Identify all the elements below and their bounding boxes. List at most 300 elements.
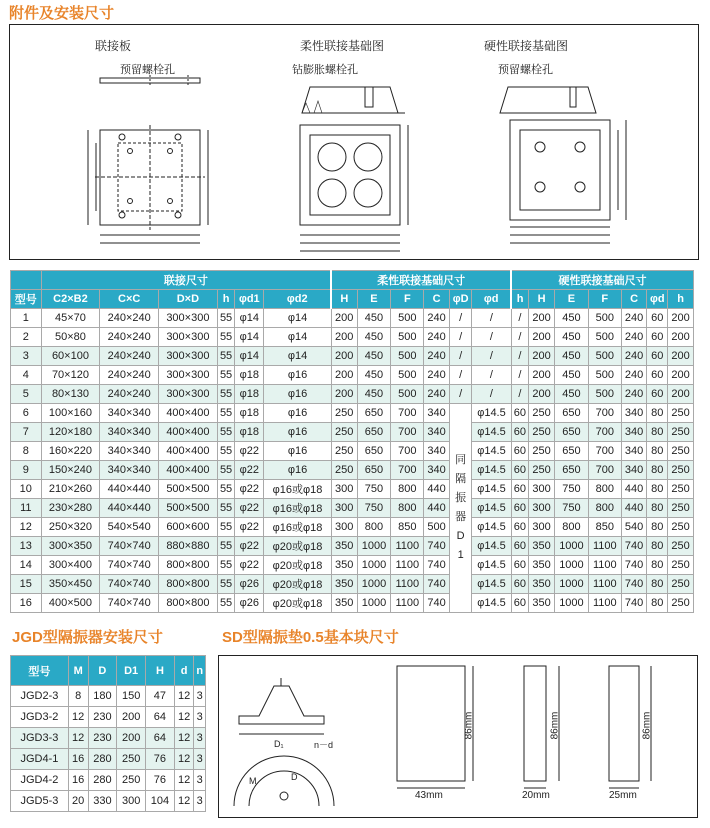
table-cell: 55 (217, 347, 235, 366)
table-cell: 250 (668, 499, 694, 518)
table-cell: φ22 (235, 461, 264, 480)
table-row (11, 385, 694, 404)
table-row (11, 575, 694, 594)
table-cell: φ18 (235, 366, 264, 385)
table-cell: 340 (621, 423, 647, 442)
table-cell: φ16 (264, 423, 332, 442)
table-cell: 80 (647, 461, 668, 480)
jgd-table-cell: 3 (194, 728, 206, 749)
table-cell: φ20或φ18 (264, 575, 332, 594)
table-cell: 240 (621, 347, 647, 366)
table-cell: φ18 (235, 385, 264, 404)
table-cell: 1 (11, 309, 42, 328)
column-header: C×C (100, 290, 159, 309)
table-cell: 250 (668, 556, 694, 575)
table-cell: 50×80 (41, 328, 100, 347)
table-cell: 1100 (588, 594, 621, 613)
table-cell: 80 (647, 537, 668, 556)
table-cell: 1000 (357, 575, 391, 594)
table-row (11, 537, 694, 556)
table-cell: / (511, 309, 529, 328)
table-cell: 700 (588, 461, 621, 480)
table-cell: 250 (331, 423, 357, 442)
table-cell: 80 (647, 556, 668, 575)
table-cell: 1000 (357, 556, 391, 575)
table-cell: 200 (529, 366, 555, 385)
table-cell: 200 (529, 309, 555, 328)
table-cell: 740 (621, 537, 647, 556)
jgd-table-row (11, 728, 206, 749)
sd-height-label-1: 86mm (463, 711, 475, 740)
table-cell: φ14 (264, 309, 332, 328)
drawings-panel (9, 24, 699, 260)
table-cell: 500×500 (159, 499, 218, 518)
table-cell: 100×160 (41, 404, 100, 423)
jgd-column-header: D (88, 656, 117, 686)
column-header-row (11, 290, 694, 309)
sd-height-label-2: 86mm (549, 711, 561, 740)
table-cell: 6 (11, 404, 42, 423)
table-cell: 200 (529, 385, 555, 404)
table-cell: 240×240 (100, 309, 159, 328)
table-cell: 80 (647, 423, 668, 442)
table-cell: 60 (511, 423, 529, 442)
table-cell: 340 (424, 423, 450, 442)
table-cell: 740 (424, 575, 450, 594)
jgd-table-cell: 12 (174, 728, 194, 749)
table-cell: 240×240 (100, 347, 159, 366)
table-cell: 450 (357, 328, 391, 347)
table-cell: φ14.5 (472, 537, 511, 556)
table-cell: 250 (668, 518, 694, 537)
jgd-table-cell: 330 (88, 791, 117, 812)
table-row (11, 518, 694, 537)
jgd-table-cell: 12 (174, 707, 194, 728)
table-cell: φ16或φ18 (264, 480, 332, 499)
table-cell: 240 (621, 328, 647, 347)
table-cell: 240×240 (100, 328, 159, 347)
table-row (11, 328, 694, 347)
svg-text:M: M (249, 776, 257, 786)
table-cell: 450 (554, 385, 588, 404)
table-cell: 500×500 (159, 480, 218, 499)
table-cell: φ14.5 (472, 423, 511, 442)
table-cell: 60 (647, 309, 668, 328)
table-cell: 60 (511, 442, 529, 461)
jgd-table-cell: JGD5-3 (11, 791, 69, 812)
table-cell: 700 (588, 404, 621, 423)
table-cell: 60 (511, 575, 529, 594)
table-cell: 540×540 (100, 518, 159, 537)
column-header: 型号 (11, 290, 42, 309)
column-header: E (357, 290, 391, 309)
table-cell: 450 (554, 366, 588, 385)
table-row (11, 499, 694, 518)
table-cell: 300×350 (41, 537, 100, 556)
table-cell: φ14.5 (472, 575, 511, 594)
table-cell: 340×340 (100, 461, 159, 480)
table-cell: φ14.5 (472, 461, 511, 480)
table-cell: 450 (357, 385, 391, 404)
table-cell: 55 (217, 537, 235, 556)
table-cell: 200 (668, 385, 694, 404)
table-cell: 450 (554, 328, 588, 347)
table-row (11, 594, 694, 613)
table-cell: 450 (554, 347, 588, 366)
table-cell: 440 (424, 480, 450, 499)
table-cell: 450 (357, 347, 391, 366)
table-cell: 4 (11, 366, 42, 385)
table-cell: / (511, 347, 529, 366)
jgd-table-cell: 104 (146, 791, 175, 812)
table-cell: 400×400 (159, 404, 218, 423)
table-cell: 250 (331, 461, 357, 480)
table-cell: 650 (554, 423, 588, 442)
table-cell: 350 (331, 594, 357, 613)
jgd-table-cell: 16 (68, 749, 88, 770)
table-cell: 1000 (554, 537, 588, 556)
table-cell: / (472, 385, 511, 404)
table-cell: 450 (357, 366, 391, 385)
table-cell: 200 (331, 309, 357, 328)
table-cell: 740 (621, 556, 647, 575)
table-cell: 240 (424, 366, 450, 385)
table-cell: 500 (424, 518, 450, 537)
table-cell: φ14 (235, 347, 264, 366)
table-cell: φ14.5 (472, 556, 511, 575)
table-cell: 350 (529, 556, 555, 575)
table-cell: 800 (588, 499, 621, 518)
jgd-table-cell: 280 (88, 749, 117, 770)
table-cell: 240 (621, 385, 647, 404)
table-cell: φ14 (264, 328, 332, 347)
table-cell: 12 (11, 518, 42, 537)
table-cell: 700 (391, 461, 424, 480)
table-cell: 200 (668, 366, 694, 385)
table-cell: / (449, 347, 471, 366)
column-header: D×D (159, 290, 218, 309)
table-row (11, 423, 694, 442)
table-cell: φ14.5 (472, 518, 511, 537)
table-cell: 340 (621, 461, 647, 480)
table-cell: φ14.5 (472, 499, 511, 518)
table-cell: 240 (424, 328, 450, 347)
jgd-table-cell: 230 (88, 728, 117, 749)
table-cell: 60 (511, 404, 529, 423)
jgd-table (10, 655, 206, 812)
table-cell: 250 (529, 461, 555, 480)
jgd-column-header: H (146, 656, 175, 686)
table-cell: 650 (554, 404, 588, 423)
table-cell: 800 (554, 518, 588, 537)
table-cell: 240 (621, 309, 647, 328)
table-cell: 80 (647, 404, 668, 423)
table-cell: 440×440 (100, 499, 159, 518)
table-cell: φ18 (235, 423, 264, 442)
table-cell: 250×320 (41, 518, 100, 537)
table-cell: 500 (391, 366, 424, 385)
table-cell: 1100 (391, 556, 424, 575)
table-cell: 55 (217, 461, 235, 480)
column-header: C (424, 290, 450, 309)
table-cell: 300×300 (159, 385, 218, 404)
table-cell: 250 (529, 442, 555, 461)
table-cell: 740 (424, 594, 450, 613)
table-row (11, 404, 694, 423)
table-cell: 240 (424, 385, 450, 404)
jgd-table-cell: 47 (146, 686, 175, 707)
column-header: F (391, 290, 424, 309)
jgd-table-cell: 3 (194, 749, 206, 770)
table-cell: 1000 (554, 556, 588, 575)
table-cell: 400×400 (159, 442, 218, 461)
table-cell: 850 (588, 518, 621, 537)
table-cell: 300 (331, 518, 357, 537)
panel3-caption: 硬性联接基础图 (484, 39, 569, 53)
jgd-table-row (11, 686, 206, 707)
table-cell: 160×220 (41, 442, 100, 461)
jgd-table-cell: JGD3-3 (11, 728, 69, 749)
jgd-column-header: n (194, 656, 206, 686)
table-cell: / (472, 366, 511, 385)
table-cell: 800 (391, 480, 424, 499)
table-cell: / (449, 309, 471, 328)
table-cell: 60 (647, 385, 668, 404)
table-cell: 55 (217, 442, 235, 461)
table-cell: 1000 (554, 575, 588, 594)
table-cell: 740 (424, 556, 450, 575)
jgd-column-header: M (68, 656, 88, 686)
sd-drawing-panel (218, 655, 698, 818)
table-cell: 210×260 (41, 480, 100, 499)
table-cell: 60 (511, 518, 529, 537)
table-cell: 700 (391, 442, 424, 461)
table-cell: 450 (554, 309, 588, 328)
table-cell: 60×100 (41, 347, 100, 366)
table-cell: 250 (668, 594, 694, 613)
table-cell: 200 (529, 328, 555, 347)
table-cell: 240×240 (100, 385, 159, 404)
table-cell: φ14.5 (472, 594, 511, 613)
sd-width-label-2: 20mm (522, 790, 550, 801)
table-cell: 800 (391, 499, 424, 518)
table-row (11, 461, 694, 480)
table-cell: φ14 (235, 328, 264, 347)
table-cell: 740 (424, 537, 450, 556)
table-cell: 340×340 (100, 442, 159, 461)
table-cell: 350 (331, 575, 357, 594)
table-cell: φ16 (264, 442, 332, 461)
jgd-table-cell: 12 (174, 770, 194, 791)
table-cell: 700 (391, 423, 424, 442)
table-cell: 350 (331, 537, 357, 556)
table-cell: φ22 (235, 518, 264, 537)
table-cell: 300×300 (159, 366, 218, 385)
table-cell: / (472, 309, 511, 328)
table-cell: 2 (11, 328, 42, 347)
table-cell: 740×740 (100, 594, 159, 613)
table-cell: 700 (391, 404, 424, 423)
column-header: H (529, 290, 555, 309)
column-header: C (621, 290, 647, 309)
table-cell: 340 (621, 404, 647, 423)
table-cell: 55 (217, 594, 235, 613)
table-cell: 45×70 (41, 309, 100, 328)
jgd-table-cell: 150 (117, 686, 146, 707)
table-cell: 200 (331, 385, 357, 404)
table-cell: φ14.5 (472, 442, 511, 461)
table-cell: φ14.5 (472, 480, 511, 499)
column-header: h (217, 290, 235, 309)
table-cell: 3 (11, 347, 42, 366)
table-cell: φ14 (235, 309, 264, 328)
table-cell: φ14.5 (472, 404, 511, 423)
table-cell: 500 (588, 385, 621, 404)
table-cell: 340 (621, 442, 647, 461)
table-cell: 80×130 (41, 385, 100, 404)
table-cell: 300 (331, 480, 357, 499)
table-cell: 800×800 (159, 556, 218, 575)
table-cell: 1100 (391, 537, 424, 556)
section-title-attachments: 附件及安装尺寸 (9, 5, 115, 22)
table-cell: 80 (647, 575, 668, 594)
jgd-table-cell: 12 (68, 728, 88, 749)
table-cell: 850 (391, 518, 424, 537)
jgd-table-cell: 3 (194, 791, 206, 812)
table-cell: 11 (11, 499, 42, 518)
jgd-table-cell: 8 (68, 686, 88, 707)
table-cell: 650 (357, 461, 391, 480)
table-cell: / (472, 328, 511, 347)
panel3-hole-label: 预留螺栓孔 (498, 64, 553, 76)
table-cell: 55 (217, 328, 235, 347)
table-cell: φ26 (235, 575, 264, 594)
jgd-table-cell: 280 (88, 770, 117, 791)
table-cell: 740×740 (100, 556, 159, 575)
table-row (11, 556, 694, 575)
jgd-table-cell: 12 (174, 749, 194, 770)
table-cell: 250 (331, 442, 357, 461)
merged-note-text: 同隔振器D1 (455, 454, 467, 561)
table-cell: φ22 (235, 480, 264, 499)
table-cell: 250 (668, 423, 694, 442)
table-cell: φ26 (235, 594, 264, 613)
table-cell: 750 (554, 480, 588, 499)
merged-note-cell (449, 404, 471, 613)
table-cell: 750 (357, 480, 391, 499)
table-cell: 800 (588, 480, 621, 499)
table-cell: 10 (11, 480, 42, 499)
table-cell: 740×740 (100, 575, 159, 594)
table-cell: 1100 (391, 575, 424, 594)
table-cell: 60 (511, 556, 529, 575)
jgd-table-cell: 200 (117, 707, 146, 728)
column-header: φd (647, 290, 668, 309)
table-cell: 800×800 (159, 575, 218, 594)
table-cell: 250 (668, 404, 694, 423)
column-header: φd1 (235, 290, 264, 309)
table-cell: 55 (217, 385, 235, 404)
table-cell: 250 (668, 442, 694, 461)
column-header: φd2 (264, 290, 332, 309)
panel1-caption: 联接板 (95, 39, 132, 53)
table-cell: 240 (621, 366, 647, 385)
table-cell: 14 (11, 556, 42, 575)
table-cell: 1100 (391, 594, 424, 613)
table-cell: 200 (331, 347, 357, 366)
table-cell: 500 (588, 347, 621, 366)
table-cell: 440 (424, 499, 450, 518)
table-cell: 740 (621, 594, 647, 613)
table-cell: / (449, 385, 471, 404)
group-header-rigid: 硬性联接基础尺寸 (511, 271, 693, 290)
table-cell: 400×500 (41, 594, 100, 613)
section-title-jgd: JGD型隔振器安装尺寸 (12, 629, 163, 646)
table-row (11, 480, 694, 499)
table-cell: 750 (357, 499, 391, 518)
table-cell: φ20或φ18 (264, 556, 332, 575)
section-title-sd: SD型隔振垫0.5基本块尺寸 (222, 629, 399, 646)
table-cell: 500 (588, 328, 621, 347)
table-cell: 55 (217, 518, 235, 537)
jgd-column-header: d (174, 656, 194, 686)
table-cell: 60 (511, 461, 529, 480)
table-cell: 240×240 (100, 366, 159, 385)
table-cell: 240 (424, 309, 450, 328)
table-cell: φ20或φ18 (264, 537, 332, 556)
jgd-table-cell: 250 (117, 770, 146, 791)
table-cell: 230×280 (41, 499, 100, 518)
table-cell: 13 (11, 537, 42, 556)
table-row (11, 366, 694, 385)
table-cell: 250 (668, 537, 694, 556)
table-cell: 300 (529, 499, 555, 518)
table-cell: φ16或φ18 (264, 518, 332, 537)
table-cell: 60 (511, 537, 529, 556)
column-header: C2×B2 (41, 290, 100, 309)
svg-text:n－d: n－d (314, 740, 334, 750)
table-cell: 1100 (588, 556, 621, 575)
table-cell: 800×800 (159, 594, 218, 613)
table-cell: 300×300 (159, 328, 218, 347)
jgd-table-cell: JGD4-1 (11, 749, 69, 770)
table-cell: 440 (621, 480, 647, 499)
jgd-table-cell: 230 (88, 707, 117, 728)
table-cell: / (449, 328, 471, 347)
jgd-table-cell: 3 (194, 707, 206, 728)
table-cell: 650 (357, 404, 391, 423)
table-cell: 15 (11, 575, 42, 594)
table-cell: φ16 (264, 366, 332, 385)
table-cell: 240 (424, 347, 450, 366)
table-cell: 55 (217, 480, 235, 499)
table-cell: 300 (529, 518, 555, 537)
table-cell: 55 (217, 404, 235, 423)
sd-width-label-3: 25mm (609, 790, 637, 801)
table-cell: φ16 (264, 385, 332, 404)
table-cell: 16 (11, 594, 42, 613)
table-cell: 440 (621, 499, 647, 518)
table-cell: 200 (668, 309, 694, 328)
jgd-table-cell: 16 (68, 770, 88, 791)
table-cell: 800 (357, 518, 391, 537)
jgd-column-header: 型号 (11, 656, 69, 686)
table-cell: 80 (647, 499, 668, 518)
jgd-table-cell: 12 (174, 686, 194, 707)
table-cell: 500 (391, 347, 424, 366)
table-cell: 80 (647, 594, 668, 613)
table-cell: 1100 (588, 575, 621, 594)
